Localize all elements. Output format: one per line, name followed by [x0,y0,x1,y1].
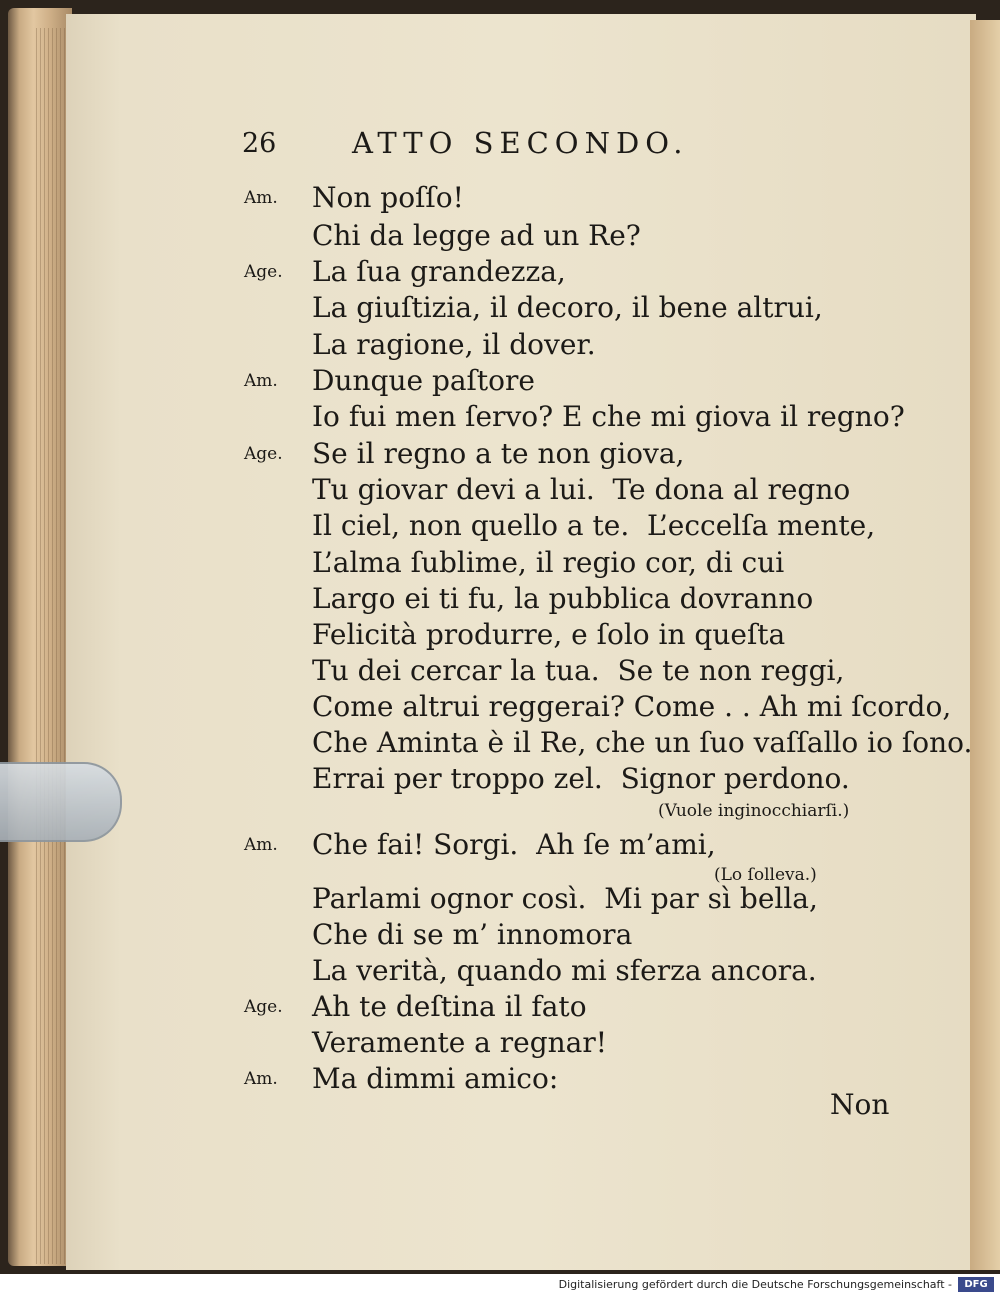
verse-line: Veramente a regnar! [312,1026,608,1059]
catchword: Non [830,1088,890,1121]
funding-credit: Digitalisierung gefördert durch die Deutsche Forschungsgemeinschaft - [558,1278,952,1291]
verse-line: Dunque paſtore [312,364,535,397]
speaker-label: Age. [244,997,283,1017]
stage-direction: (Lo ſolleva.) [714,865,817,885]
verse-line: L’alma ſublime, il regio cor, di cui [312,546,785,579]
speaker-label: Am. [244,835,278,855]
adjacent-page-edge [970,20,1000,1270]
verse-line: Ma dimmi amico: [312,1062,559,1095]
book-page-edges [8,8,72,1266]
verse-line: Io fui men ſervo? E che mi giova il regno? [312,400,905,433]
verse-line: Ah te deſtina il fato [312,990,587,1023]
verse-line: Se il regno a te non giova, [312,437,685,470]
verse-line: Parlami ognor così. Mi par sì bella, [312,882,818,915]
verse-line: Largo ei ti fu, la pubblica dovranno [312,582,814,615]
scanner-clip [0,762,122,842]
verse-line: La giuſtizia, il decoro, il bene altrui, [312,291,823,324]
verse-line: Il ciel, non quello a te. L’eccelſa mente, [312,509,876,542]
dfg-logo: DFG [958,1277,994,1292]
verse-line: Non poſſo! [312,181,464,214]
verse-line: Che Aminta è il Re, che un ſuo vaſſallo io ſono. [312,726,973,759]
speaker-label: Am. [244,1069,278,1089]
page-number: 26 [242,128,277,159]
footer-bar [0,1274,1000,1296]
verse-line: La verità, quando mi sferza ancora. [312,954,817,987]
verse-line: Chi da legge ad un Re? [312,219,641,252]
verse-line: Che fai! Sorgi. Ah ſe m’ami, [312,828,716,861]
speaker-label: Age. [244,262,283,282]
verse-line: Felicità produrre, e ſolo in queſta [312,618,786,651]
speaker-label: Am. [244,188,278,208]
speaker-label: Age. [244,444,283,464]
verse-line: Errai per troppo zel. Signor perdono. [312,762,850,795]
stage-direction: (Vuole inginocchiarſi.) [658,801,850,821]
speaker-label: Am. [244,371,278,391]
act-heading: ATTO SECONDO. [352,126,689,160]
verse-line: Tu dei cercar la tua. Se te non reggi, [312,654,845,687]
verse-line: La ſua grandezza, [312,255,566,288]
verse-line: La ragione, il dover. [312,328,596,361]
verse-line: Che di se m’ innomora [312,918,633,951]
verse-line: Tu giovar devi a lui. Te dona al regno [312,473,851,506]
verse-line: Come altrui reggerai? Come . . Ah mi ſcordo, [312,690,952,723]
